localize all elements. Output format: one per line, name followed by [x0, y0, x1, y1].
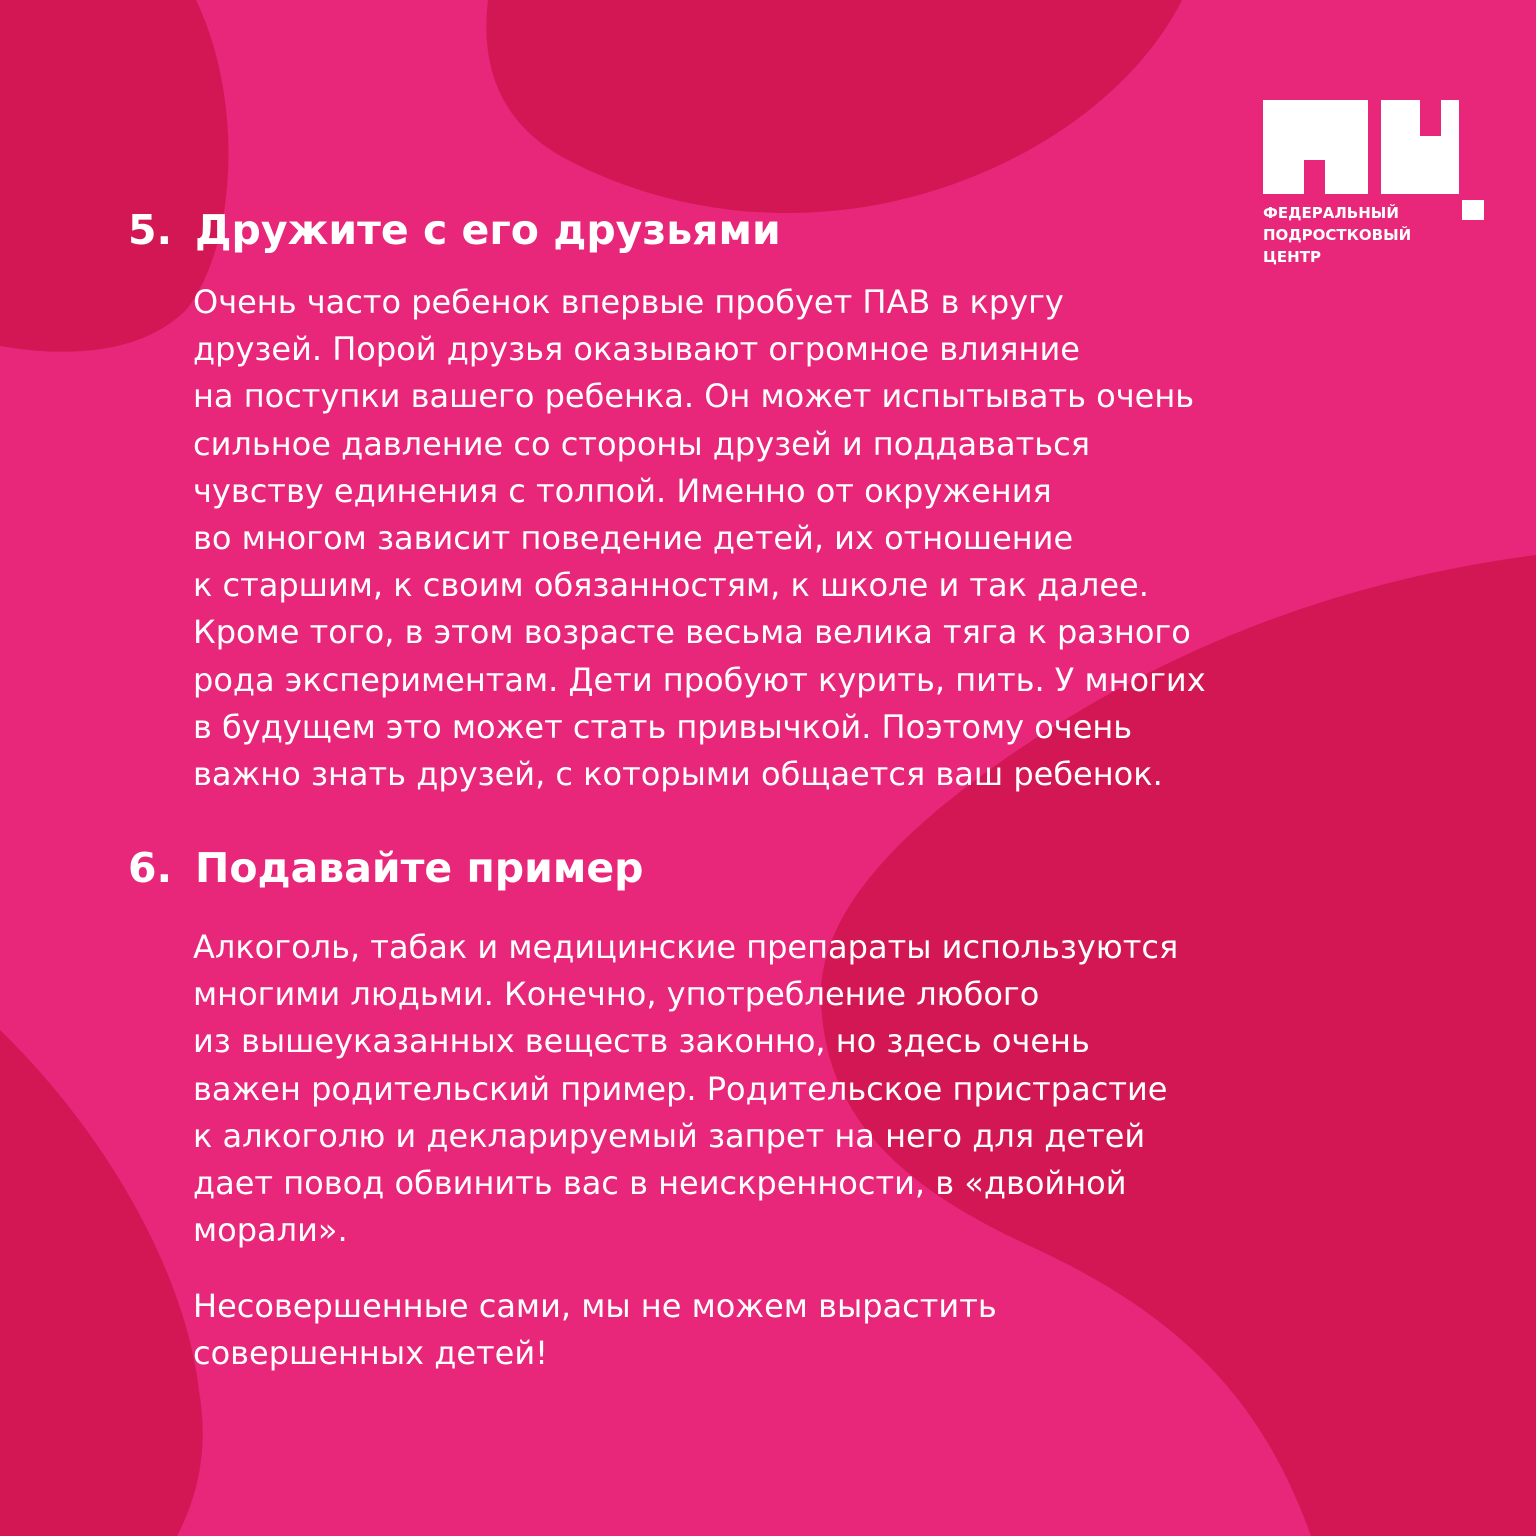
section-5-line-2: друзей. Порой друзья оказывают огромное влияние	[193, 330, 1080, 369]
section-5-line-6: во многом зависит поведение детей, их отношение	[193, 519, 1074, 558]
section-6-heading: Подавайте пример	[195, 844, 644, 892]
section-6-line-6: дает повод обвинить вас в неискренности, в «двойной	[193, 1164, 1127, 1203]
section-5-line-7: к старшим, к своим обязанностям, к школе и так далее.	[193, 566, 1149, 605]
section-6-line-5: к алкоголю и декларируемый запрет на него для детей	[193, 1116, 1146, 1155]
section-6-paragraph-1	[193, 924, 1178, 1254]
section-5-number: 5.	[128, 206, 173, 254]
section-6-number: 6.	[128, 844, 173, 892]
logo-line-center: ЦЕНТР	[1263, 248, 1321, 266]
logo-line-federal: ФЕДЕРАЛЬНЫЙ	[1263, 204, 1399, 222]
section-6-title	[128, 842, 644, 894]
section-5-title	[128, 204, 781, 256]
section-5-line-5: чувству единения с толпой. Именно от окружения	[193, 471, 1052, 510]
logo-line-teen: ПОДРОСТКОВЫЙ	[1263, 226, 1412, 244]
section-6-line-2: многими людьми. Конечно, употребление любого	[193, 975, 1040, 1014]
section-6-line-7: морали».	[193, 1211, 348, 1250]
section-6-line-4: важен родительский пример. Родительское пристрастие	[193, 1069, 1168, 1108]
section-6-paragraph-2	[193, 1283, 997, 1377]
section-5-line-4: сильное давление со стороны друзей и поддаваться	[193, 424, 1090, 463]
section-6-line-3: из вышеуказанных веществ законно, но здесь очень	[193, 1022, 1090, 1061]
section-6-closing-line-1: Несовершенные сами, мы не можем вырастить	[193, 1287, 997, 1325]
section-5-line-11: важно знать друзей, с которыми общается ваш ребенок.	[193, 755, 1163, 794]
section-5-heading: Дружите с его друзьями	[195, 206, 781, 254]
section-5-paragraph	[193, 279, 1206, 798]
section-5-line-10: в будущем это может стать привычкой. Поэтому очень	[193, 707, 1133, 746]
section-6-closing-line-2: совершенных детей!	[193, 1334, 548, 1373]
section-5-line-3: на поступки вашего ребенка. Он может испытывать очень	[193, 377, 1195, 416]
section-5-line-9: рода экспериментам. Дети пробуют курить, пить. У многих	[193, 660, 1206, 699]
section-5-line-1: Очень часто ребенок впервые пробует ПАВ в кругу	[193, 283, 1064, 321]
section-6-line-1: Алкоголь, табак и медицинские препараты используются	[193, 928, 1179, 966]
section-5-line-8: Кроме того, в этом возрасте весьма велика тяга к разного	[193, 613, 1191, 652]
